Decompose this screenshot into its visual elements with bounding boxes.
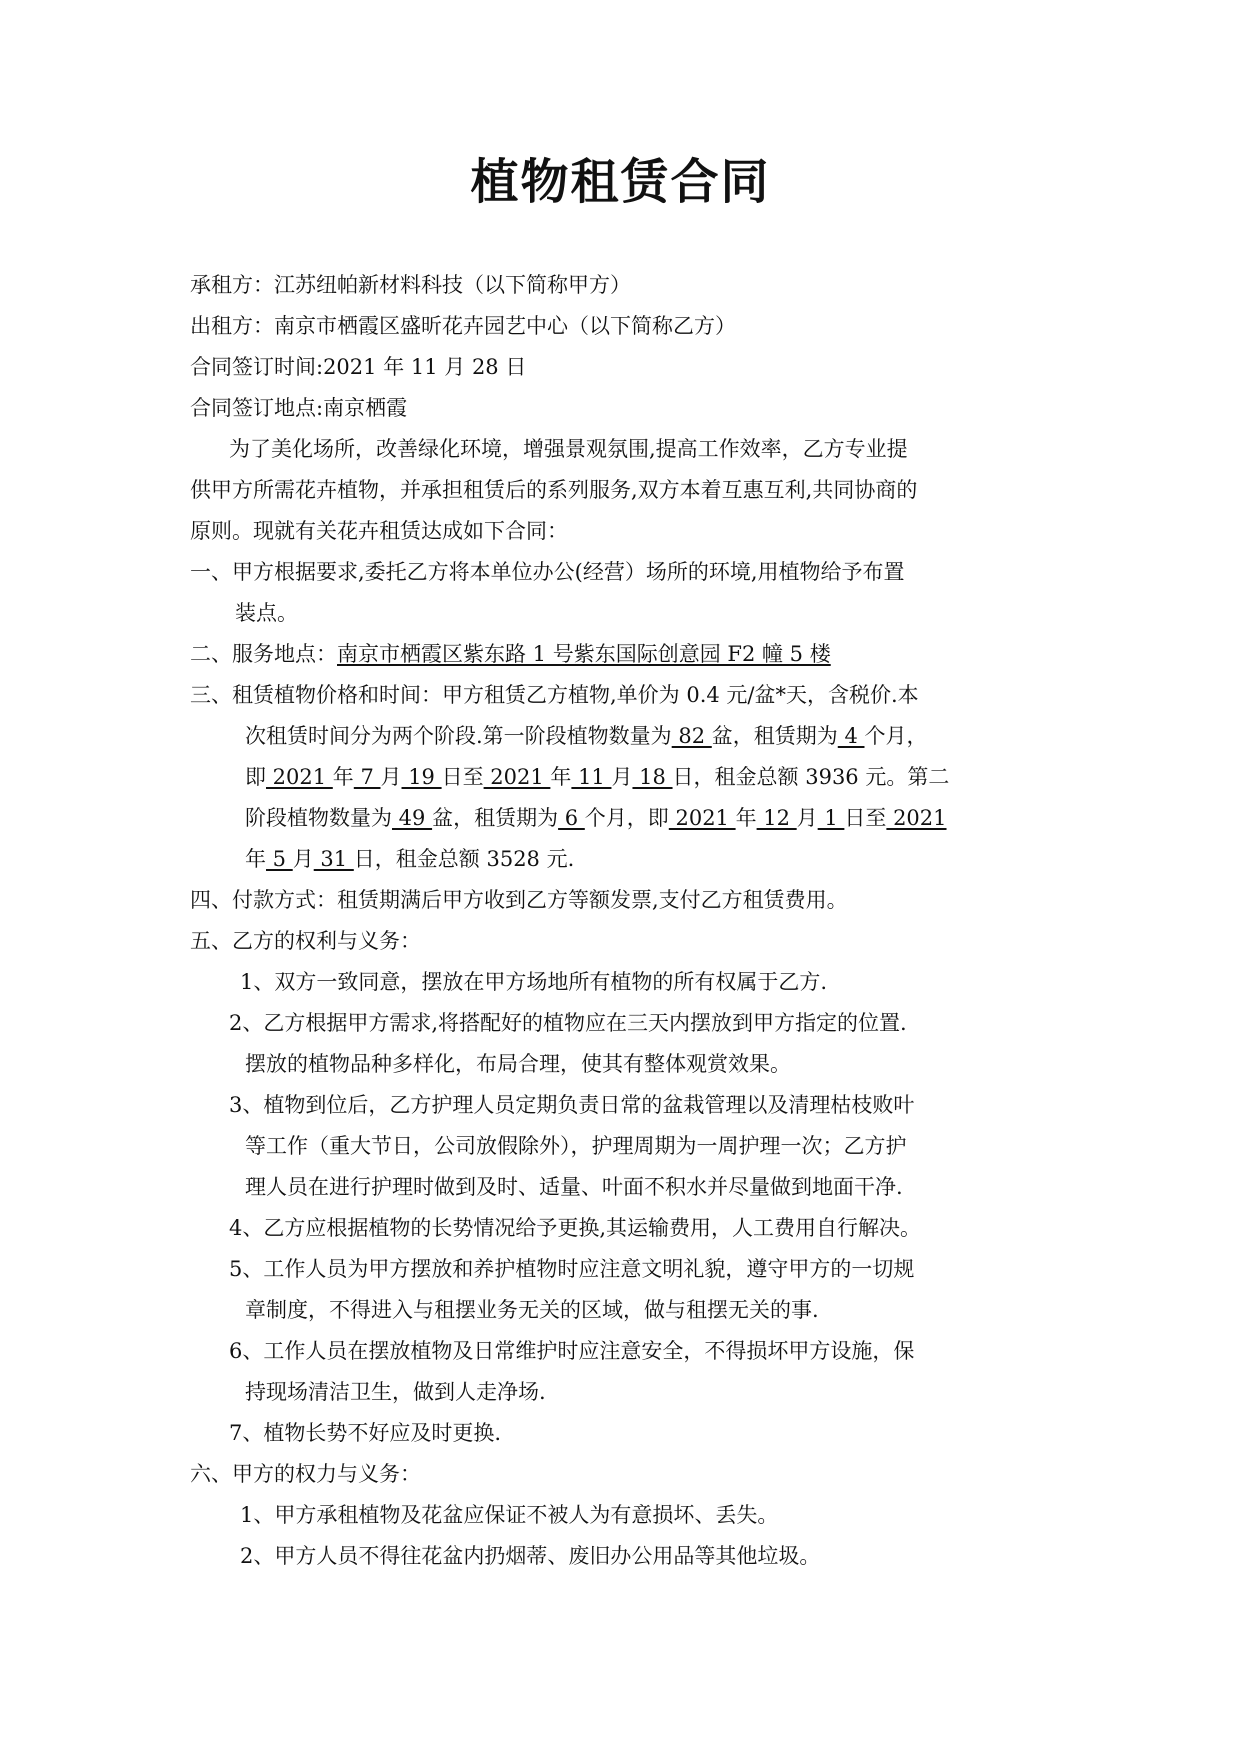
section-3-line-4 [245, 803, 947, 833]
phase-1-start-day: 19 [401, 765, 442, 789]
month-unit: 月 [380, 765, 402, 789]
intro-line-3: 原则。现就有关花卉租赁达成如下合同： [190, 519, 568, 543]
phase-1-end-month: 11 [571, 765, 612, 789]
section-4-line: 四、付款方式：租赁期满后甲方收到乙方等额发票,支付乙方租赁费用。 [190, 888, 848, 912]
sign-time-line: 合同签订时间:2021 年 11 月 28 日 [190, 355, 527, 379]
phase-2-start-day: 1 [817, 806, 845, 830]
phase-2-quantity-label: 阶段植物数量为 [245, 806, 392, 830]
service-location-label: 二、服务地点： [190, 642, 337, 666]
phase-2-period-label: 盆，租赁期为 [432, 806, 559, 830]
phase-1-months: 4 [837, 724, 865, 748]
intro-line-2: 供甲方所需花卉植物，并承担租赁后的系列服务,双方本着互惠互利,共同协商的 [190, 478, 918, 502]
phase-1-start-year: 2021 [266, 765, 333, 789]
section-5-heading: 五、乙方的权利与义务： [190, 929, 421, 953]
section-5-item-1: 1、双方一致同意，摆放在甲方场地所有植物的所有权属于乙方. [240, 970, 828, 994]
phase-1-total: 日，租金总额 3936 元。第二 [672, 765, 950, 789]
phase-1-quantity-label: 次租赁时间分为两个阶段.第一阶段植物数量为 [245, 724, 672, 748]
phase-2-range-prefix: 个月，即 [584, 806, 669, 830]
section-5-item-3-cont-2: 理人员在进行护理时做到及时、适量、叶面不积水并尽量做到地面干净. [245, 1175, 903, 1199]
section-1-line-1: 一、甲方根据要求,委托乙方将本单位办公(经营）场所的环境,用植物给予布置 [190, 560, 905, 584]
section-5-item-6: 6、工作人员在摆放植物及日常维护时应注意安全，不得损坏甲方设施，保 [229, 1339, 915, 1363]
phase-1-end-year: 2021 [483, 765, 551, 789]
month-unit: 月 [611, 765, 633, 789]
section-3-line-2 [245, 721, 927, 751]
phase-2-end-day: 31 [313, 847, 354, 871]
section-5-item-3-cont-1: 等工作（重大节日，公司放假除外），护理周期为一周护理一次；乙方护 [245, 1134, 907, 1158]
section-3-line-3 [245, 762, 949, 792]
phase-2-end-month: 5 [266, 847, 293, 871]
year-unit: 年 [245, 847, 266, 871]
section-5-item-3: 3、植物到位后，乙方护理人员定期负责日常的盆栽管理以及清理枯枝败叶 [229, 1093, 915, 1117]
contract-title: 植物租赁合同 [470, 154, 771, 210]
phase-2-months: 6 [558, 806, 585, 830]
section-5-item-7: 7、植物长势不好应及时更换. [229, 1421, 502, 1445]
lessee-line: 承租方：江苏纽帕新材料科技（以下简称甲方） [190, 273, 631, 297]
phase-2-start-year: 2021 [668, 806, 736, 830]
phase-1-range-prefix: 即 [245, 765, 266, 789]
year-unit: 年 [550, 765, 572, 789]
month-unit: 月 [796, 806, 818, 830]
section-5-item-2: 2、乙方根据甲方需求,将搭配好的植物应在三天内摆放到甲方指定的位置. [229, 1011, 907, 1035]
section-6-item-1: 1、甲方承租植物及花盆应保证不被人为有意损坏、丢失。 [240, 1503, 779, 1527]
phase-1-end-day: 18 [632, 765, 673, 789]
phase-2-total: 日，租金总额 3528 元. [353, 847, 575, 871]
phase-1-quantity: 82 [671, 724, 712, 748]
section-5-item-6-cont: 持现场清洁卫生，做到人走净场. [245, 1380, 546, 1404]
intro-line-1: 为了美化场所，改善绿化环境，增强景观氛围,提高工作效率，乙方专业提 [229, 437, 908, 461]
year-unit: 年 [332, 765, 354, 789]
sign-place-line: 合同签订地点:南京栖霞 [190, 396, 408, 420]
phase-1-months-unit: 个月， [864, 724, 928, 748]
phase-2-quantity: 49 [392, 806, 433, 830]
service-address: 南京市栖霞区紫东路 1 号紫东国际创意园 F2 幢 5 楼 [337, 642, 831, 666]
phase-1-period-label: 盆，租赁期为 [711, 724, 838, 748]
section-2-line [190, 639, 831, 669]
lessor-line: 出租方：南京市栖霞区盛昕花卉园艺中心（以下简称乙方） [190, 314, 736, 338]
phase-2-start-month: 12 [756, 806, 797, 830]
section-1-line-2: 装点。 [235, 601, 298, 625]
section-6-item-2: 2、甲方人员不得往花盆内扔烟蒂、废旧办公用品等其他垃圾。 [240, 1544, 821, 1568]
phase-2-end-year: 2021 [886, 806, 947, 830]
section-5-item-5-cont: 章制度，不得进入与租摆业务无关的区域，做与租摆无关的事. [245, 1298, 819, 1322]
year-unit: 年 [735, 806, 757, 830]
section-3-line-1: 三、租赁植物价格和时间：甲方租赁乙方植物,单价为 0.4 元/盆*天，含税价.本 [190, 683, 919, 707]
day-to-unit: 日至 [844, 806, 887, 830]
month-unit: 月 [292, 847, 314, 871]
day-to-unit: 日至 [441, 765, 484, 789]
section-3-line-5 [245, 844, 574, 874]
section-5-item-5: 5、工作人员为甲方摆放和养护植物时应注意文明礼貌，遵守甲方的一切规 [229, 1257, 915, 1281]
section-5-item-2-cont: 摆放的植物品种多样化，布局合理，使其有整体观赏效果。 [245, 1052, 791, 1076]
section-6-heading: 六、甲方的权力与义务： [190, 1462, 421, 1486]
phase-1-start-month: 7 [353, 765, 381, 789]
section-5-item-4: 4、乙方应根据植物的长势情况给予更换,其运输费用，人工费用自行解决。 [229, 1216, 922, 1240]
